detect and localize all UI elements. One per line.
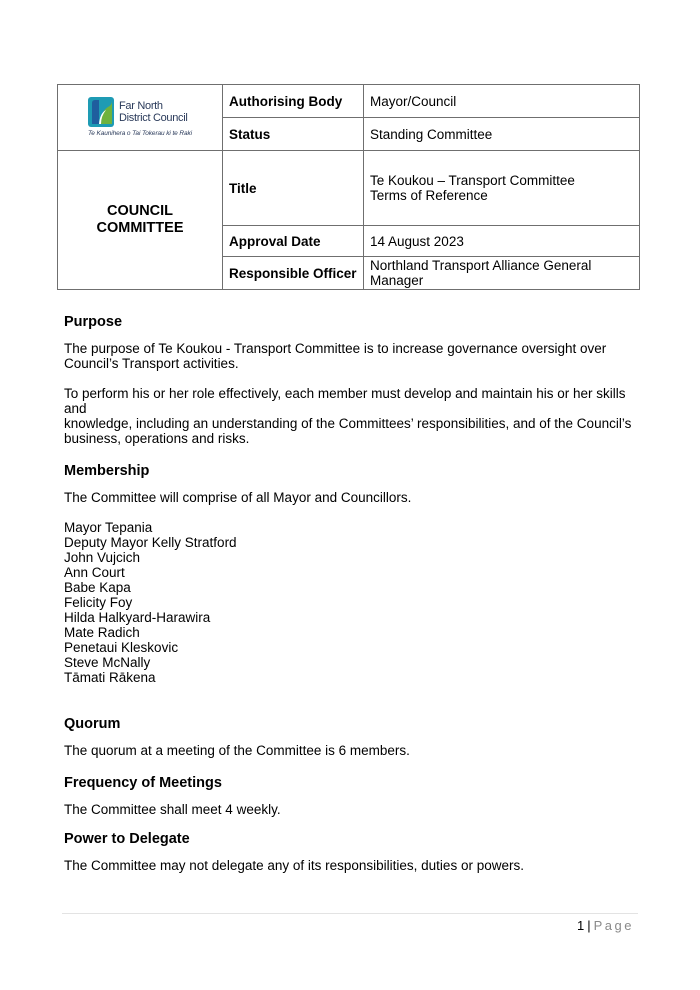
logo-name-line1: Far North — [119, 100, 163, 112]
title-value — [364, 151, 640, 226]
responsible-officer-value — [364, 257, 640, 290]
council-committee-line2: COMMITTEE — [96, 220, 184, 236]
authorising-body-label: Authorising Body — [223, 85, 364, 118]
member-item: Felicity Foy — [64, 595, 133, 610]
approval-date-label: Approval Date — [223, 226, 364, 257]
logo-cell — [58, 85, 223, 151]
member-item: Tāmati Rākena — [64, 670, 156, 685]
approval-date-value: 14 August 2023 — [364, 226, 640, 257]
purpose-p2-line1: To perform his or her role effectively, each member must develop and maintain his or her skills and — [64, 386, 626, 416]
membership-intro: The Committee will comprise of all Mayor and Councillors. — [64, 490, 412, 505]
purpose-p2-line2: knowledge, including an understanding of the Committees’ responsibilities, and of the Council’s — [64, 416, 632, 431]
member-item: Steve McNally — [64, 655, 151, 670]
responsible-officer-line1: Northland Transport Alliance General — [370, 258, 592, 273]
purpose-paragraph-1 — [64, 341, 644, 371]
responsible-officer-label: Responsible Officer — [223, 257, 364, 290]
header-table — [57, 84, 640, 290]
delegate-heading: Power to Delegate — [64, 831, 190, 847]
member-item: Ann Court — [64, 565, 125, 580]
title-value-line2: Terms of Reference — [370, 188, 488, 203]
member-item: Deputy Mayor Kelly Stratford — [64, 535, 237, 550]
member-item: Mayor Tepania — [64, 520, 153, 535]
council-logo-icon — [88, 97, 114, 127]
quorum-text: The quorum at a meeting of the Committee is 6 members. — [64, 743, 410, 758]
member-item: Penetaui Kleskovic — [64, 640, 179, 655]
member-item: Babe Kapa — [64, 580, 131, 595]
purpose-paragraph-2 — [64, 386, 644, 446]
responsible-officer-line2: Manager — [370, 273, 424, 288]
purpose-heading: Purpose — [64, 314, 123, 330]
frequency-heading: Frequency of Meetings — [64, 775, 222, 791]
page-separator: | — [587, 918, 591, 933]
council-logo — [88, 97, 192, 137]
logo-name-line2: District Council — [119, 112, 188, 124]
quorum-heading: Quorum — [64, 716, 121, 732]
page-label: Page — [593, 918, 634, 933]
status-value: Standing Committee — [364, 118, 640, 151]
document-body — [64, 312, 644, 873]
authorising-body-value: Mayor/Council — [364, 85, 640, 118]
delegate-text: The Committee may not delegate any of its responsibilities, duties or powers. — [64, 858, 524, 873]
title-label: Title — [223, 151, 364, 226]
council-committee-cell — [58, 151, 223, 290]
purpose-p1-line2: Council’s Transport activities. — [64, 356, 239, 371]
membership-heading: Membership — [64, 463, 150, 479]
member-item: Mate Radich — [64, 625, 140, 640]
member-item: John Vujcich — [64, 550, 141, 565]
footer-divider — [62, 913, 638, 914]
frequency-text: The Committee shall meet 4 weekly. — [64, 802, 281, 817]
page-footer — [577, 918, 634, 933]
page-number: 1 — [577, 918, 585, 933]
logo-tagline: Te Kaunihera o Tai Tokerau ki te Raki — [88, 130, 192, 137]
council-committee-line1: COUNCIL — [106, 203, 174, 219]
purpose-p1-line1: The purpose of Te Koukou - Transport Committee is to increase governance oversight over — [64, 341, 607, 356]
status-label: Status — [223, 118, 364, 151]
member-item: Hilda Halkyard-Harawira — [64, 610, 211, 625]
purpose-p2-line3: business, operations and risks. — [64, 431, 250, 446]
member-list — [64, 520, 644, 685]
title-value-line1: Te Koukou – Transport Committee — [370, 173, 575, 188]
